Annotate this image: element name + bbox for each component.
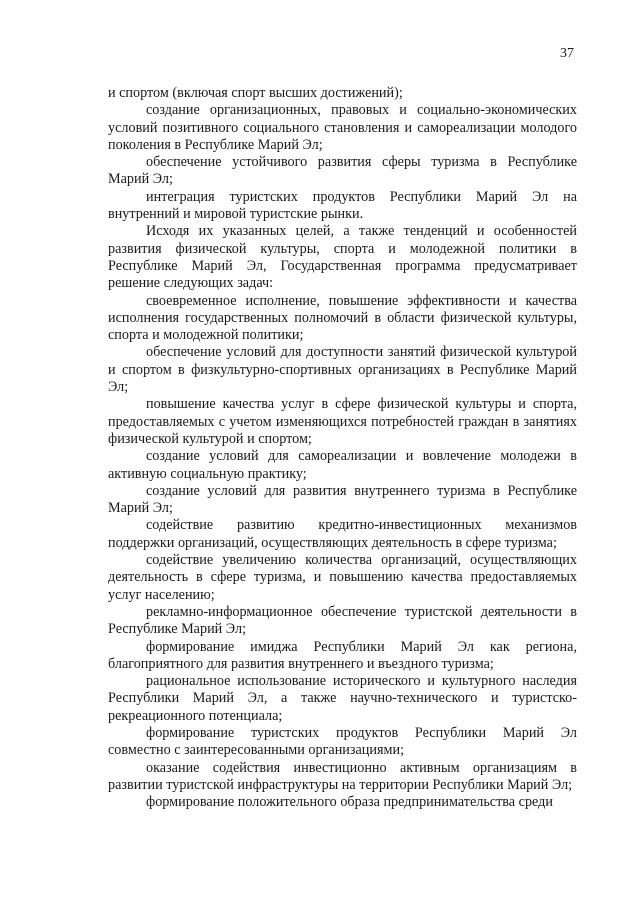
paragraph: Исходя их указанных целей, а также тенденций и особенностей развития физической культуры, спорта и молодежной политики в Республике Марий Эл, Государственная программа предусматривает решение следующих задач: (108, 223, 577, 292)
paragraph: формирование туристских продуктов Республики Марий Эл совместно с заинтересованными организациями; (108, 724, 577, 759)
paragraph: интеграция туристских продуктов Республики Марий Эл на внутренний и мировой туристские рынки. (108, 188, 577, 223)
paragraph: содействие увеличению количества организаций, осуществляющих деятельность в сфере туризма, и повышению качества предоставляемых услуг населению; (108, 552, 577, 603)
paragraph: формирование имиджа Республики Марий Эл как региона, благоприятного для развития внутреннего и въездного туризма; (108, 638, 577, 672)
paragraph: повышение качества услуг в сфере физической культуры и спорта, предоставляемых с учетом изменяющихся потребностей граждан в занятиях физической культурой и спортом; (108, 396, 577, 447)
paragraph: обеспечение условий для доступности занятий физической культурой и спортом в физкультурно-спортивных организациях в Республике Марий Эл; (108, 344, 577, 396)
body-text (108, 85, 577, 811)
paragraph: рациональное использование исторического и культурного наследия Республики Марий Эл, а также научно-технического и туристско-рекреационного потенциала; (108, 673, 577, 724)
paragraph: обеспечение устойчивого развития сферы туризма в Республике Марий Эл; (108, 154, 577, 188)
paragraph: и спортом (включая спорт высших достижений); (108, 85, 403, 101)
paragraph: создание организационных, правовых и социально-экономических условий позитивного социального становления и самореализации молодого поколения в Республике Марий Эл; (108, 102, 577, 153)
paragraph: содействие развитию кредитно-инвестиционных механизмов поддержки организаций, осуществляющих деятельность в сфере туризма; (108, 517, 577, 551)
paragraph: оказание содействия инвестиционно активным организациям в развитии туристской инфраструктуры на территории Республики Марий Эл; (108, 759, 577, 793)
page-number: 37 (560, 46, 574, 61)
paragraph: создание условий для самореализации и вовлечение молодежи в активную социальную практику; (108, 448, 577, 482)
paragraph: создание условий для развития внутреннего туризма в Республике Марий Эл; (108, 482, 577, 517)
paragraph: рекламно-информационное обеспечение туристской деятельности в Республике Марий Эл; (108, 603, 577, 638)
paragraph: своевременное исполнение, повышение эффективности и качества исполнения государственных полномочий в области физической культуры, спорта и молодежной политики; (108, 292, 577, 344)
paragraph: формирование положительного образа предпринимательства среди (146, 794, 553, 811)
